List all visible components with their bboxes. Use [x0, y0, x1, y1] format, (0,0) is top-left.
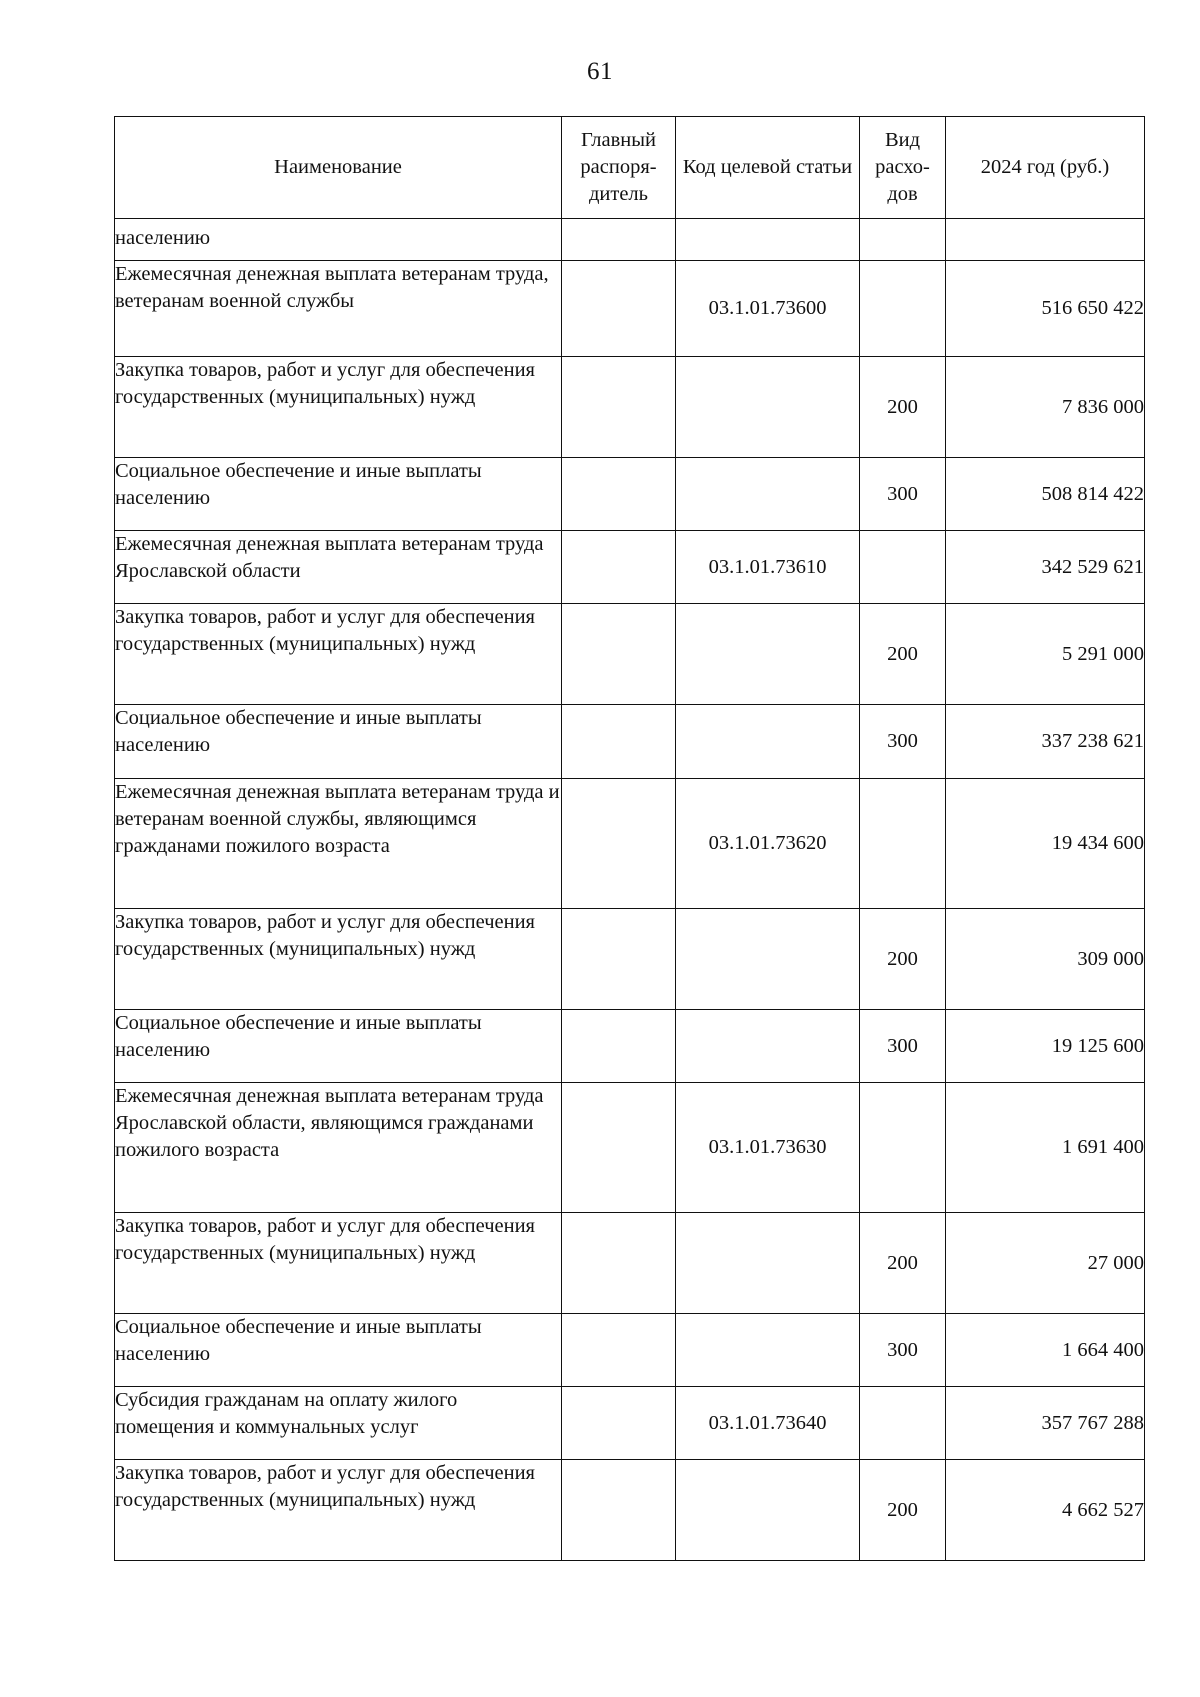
cell-amount: 19 434 600 [946, 779, 1145, 909]
cell-name: населению [115, 219, 562, 261]
cell-type: 300 [860, 458, 946, 531]
cell-code [676, 1314, 860, 1387]
cell-name: Субсидия гражданам на оплату жилого помещения и коммунальных услуг [115, 1387, 562, 1460]
table-row [115, 705, 1145, 779]
cell-name: Закупка товаров, работ и услуг для обеспечения государственных (муниципальных) нужд [115, 909, 562, 1010]
table-row [115, 261, 1145, 357]
cell-type: 200 [860, 1460, 946, 1561]
table-row [115, 1460, 1145, 1561]
cell-name: Ежемесячная денежная выплата ветеранам труда и ветеранам военной службы, являющимся гражданами пожилого возраста [115, 779, 562, 909]
cell-code [676, 1010, 860, 1083]
cell-amount: 508 814 422 [946, 458, 1145, 531]
cell-amount [946, 219, 1145, 261]
cell-admin [562, 1387, 676, 1460]
table-row [115, 531, 1145, 604]
cell-type: 200 [860, 357, 946, 458]
table-row [115, 1010, 1145, 1083]
cell-type: 200 [860, 909, 946, 1010]
cell-amount: 27 000 [946, 1213, 1145, 1314]
cell-code [676, 219, 860, 261]
cell-amount: 1 691 400 [946, 1083, 1145, 1213]
cell-admin [562, 458, 676, 531]
cell-admin [562, 261, 676, 357]
cell-name: Закупка товаров, работ и услуг для обеспечения государственных (муниципальных) нужд [115, 1213, 562, 1314]
cell-name: Ежемесячная денежная выплата ветеранам труда Ярославской области [115, 531, 562, 604]
header-name: Наименование [115, 117, 562, 219]
cell-admin [562, 1213, 676, 1314]
cell-type [860, 219, 946, 261]
cell-name: Социальное обеспечение и иные выплаты населению [115, 1314, 562, 1387]
cell-code [676, 357, 860, 458]
cell-name: Закупка товаров, работ и услуг для обеспечения государственных (муниципальных) нужд [115, 604, 562, 705]
cell-amount: 516 650 422 [946, 261, 1145, 357]
table-row [115, 1387, 1145, 1460]
cell-amount: 5 291 000 [946, 604, 1145, 705]
cell-type: 200 [860, 1213, 946, 1314]
table-row [115, 357, 1145, 458]
cell-code: 03.1.01.73620 [676, 779, 860, 909]
cell-name: Закупка товаров, работ и услуг для обеспечения государственных (муниципальных) нужд [115, 1460, 562, 1561]
cell-admin [562, 531, 676, 604]
cell-amount: 7 836 000 [946, 357, 1145, 458]
budget-table [114, 116, 1145, 1561]
cell-code [676, 604, 860, 705]
cell-code [676, 458, 860, 531]
cell-code: 03.1.01.73640 [676, 1387, 860, 1460]
header-type: Вид расхо-дов [860, 117, 946, 219]
cell-amount: 19 125 600 [946, 1010, 1145, 1083]
cell-code: 03.1.01.73610 [676, 531, 860, 604]
cell-type: 200 [860, 604, 946, 705]
cell-admin [562, 604, 676, 705]
cell-type [860, 1083, 946, 1213]
cell-name: Закупка товаров, работ и услуг для обеспечения государственных (муниципальных) нужд [115, 357, 562, 458]
cell-code: 03.1.01.73630 [676, 1083, 860, 1213]
cell-admin [562, 909, 676, 1010]
table-row [115, 779, 1145, 909]
table-row [115, 604, 1145, 705]
table-row [115, 458, 1145, 531]
table-row [115, 909, 1145, 1010]
header-admin: Главный распоря-дитель [562, 117, 676, 219]
cell-admin [562, 705, 676, 779]
table-row [115, 1314, 1145, 1387]
cell-name: Социальное обеспечение и иные выплаты населению [115, 458, 562, 531]
cell-admin [562, 1314, 676, 1387]
table-row [115, 219, 1145, 261]
cell-code: 03.1.01.73600 [676, 261, 860, 357]
cell-admin [562, 1460, 676, 1561]
cell-type: 300 [860, 1314, 946, 1387]
cell-admin [562, 1010, 676, 1083]
cell-type [860, 1387, 946, 1460]
header-code: Код целевой статьи [676, 117, 860, 219]
cell-admin [562, 1083, 676, 1213]
cell-type: 300 [860, 705, 946, 779]
cell-type [860, 531, 946, 604]
cell-name: Социальное обеспечение и иные выплаты населению [115, 1010, 562, 1083]
cell-amount: 309 000 [946, 909, 1145, 1010]
cell-admin [562, 779, 676, 909]
cell-name: Ежемесячная денежная выплата ветеранам труда Ярославской области, являющимся гражданами пожилого возраста [115, 1083, 562, 1213]
cell-type [860, 779, 946, 909]
cell-admin [562, 357, 676, 458]
cell-amount: 357 767 288 [946, 1387, 1145, 1460]
cell-name: Ежемесячная денежная выплата ветеранам труда, ветеранам военной службы [115, 261, 562, 357]
page-number: 61 [587, 58, 613, 85]
cell-amount: 337 238 621 [946, 705, 1145, 779]
table-header-row [115, 117, 1145, 219]
cell-amount: 342 529 621 [946, 531, 1145, 604]
cell-name: Социальное обеспечение и иные выплаты населению [115, 705, 562, 779]
cell-amount: 1 664 400 [946, 1314, 1145, 1387]
cell-amount: 4 662 527 [946, 1460, 1145, 1561]
cell-code [676, 1460, 860, 1561]
cell-code [676, 1213, 860, 1314]
header-amount: 2024 год (руб.) [946, 117, 1145, 219]
cell-code [676, 705, 860, 779]
table-row [115, 1213, 1145, 1314]
cell-type: 300 [860, 1010, 946, 1083]
cell-code [676, 909, 860, 1010]
cell-type [860, 261, 946, 357]
table-row [115, 1083, 1145, 1213]
cell-admin [562, 219, 676, 261]
